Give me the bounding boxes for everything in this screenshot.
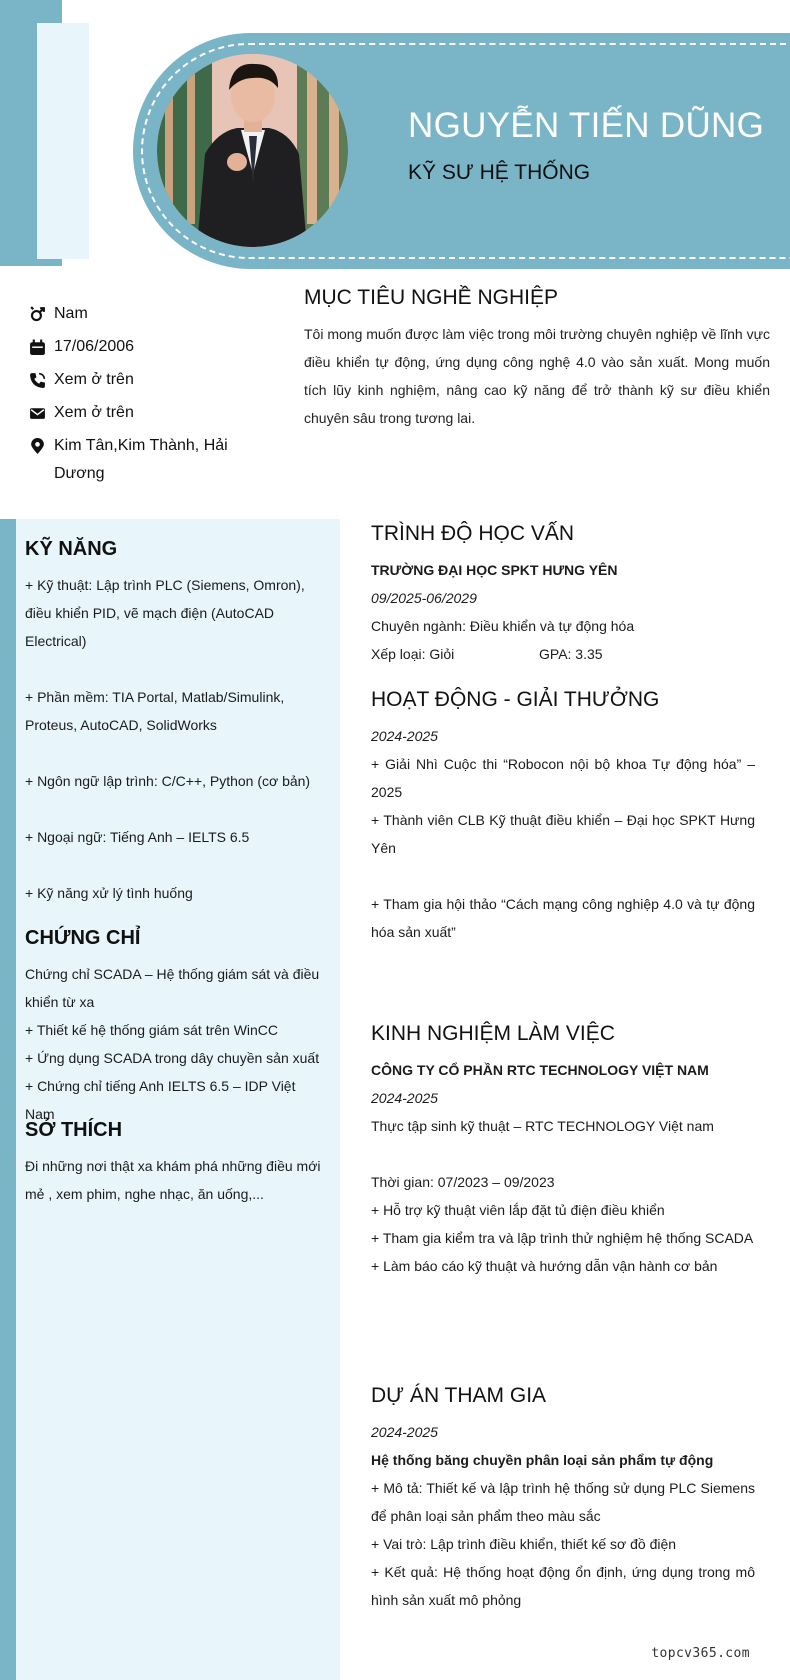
project-name: Hệ thống băng chuyền phân loại sản phẩm tự động <box>371 1452 714 1468</box>
gender-icon <box>28 300 46 328</box>
watermark-footer: topcv365.com <box>651 1646 750 1661</box>
education-major: Chuyên ngành: Điều khiển và tự động hóa <box>371 618 635 634</box>
experience-section <box>371 1022 755 1280</box>
projects-title: DỰ ÁN THAM GIA <box>371 1384 547 1407</box>
candidate-role: KỸ SƯ HỆ THỐNG <box>408 161 591 184</box>
skill-item: + Ngôn ngữ lập trình: C/C++, Python (cơ bản) <box>25 773 311 789</box>
hobbies-text: Đi những nơi thật xa khám phá những điều mới mẻ , xem phim, nghe nhạc, ăn uống,... <box>25 1158 321 1202</box>
location-pin-icon <box>28 432 46 460</box>
contact-gender-value: Nam <box>54 305 88 322</box>
contact-email-value: Xem ở trên <box>54 404 134 421</box>
education-title: TRÌNH ĐỘ HỌC VẤN <box>371 522 575 545</box>
candidate-name: NGUYỄN TIẾN DŨNG <box>408 106 765 145</box>
career-objective-text: Tôi mong muốn được làm việc trong môi trường chuyên nghiệp về lĩnh vực điều khiển tự động, ứng dụng công nghệ 4.0 vào sản xuất. Mong muốn tích lũy kinh nghiệm, nâng cao kỹ năng để trở thành kỹ sư điều khiển chuyên sâu trong tương lai. <box>304 326 770 426</box>
contact-phone <box>28 366 258 394</box>
experience-item: + Hỗ trợ kỹ thuật viên lắp đặt tủ điện điều khiển <box>371 1202 665 1218</box>
activities-title: HOẠT ĐỘNG - GIẢI THƯỞNG <box>371 688 660 711</box>
experience-item: + Tham gia kiểm tra và lập trình thử nghiệm hệ thống SCADA <box>371 1230 754 1246</box>
phone-icon <box>28 366 46 394</box>
experience-title: KINH NGHIỆM LÀM VIỆC <box>371 1022 615 1045</box>
education-grade: Xếp loại: Giỏi <box>371 646 455 662</box>
skill-item: + Phần mềm: TIA Portal, Matlab/Simulink, Proteus, AutoCAD, SolidWorks <box>25 689 285 733</box>
project-item: + Kết quả: Hệ thống hoạt động ổn định, ứng dụng trong mô hình sản xuất mô phỏng <box>371 1564 755 1608</box>
contact-info <box>28 300 258 493</box>
certificates-section <box>25 927 327 1128</box>
activity-item: + Thành viên CLB Kỹ thuật điều khiển – Đại học SPKT Hưng Yên <box>371 812 755 856</box>
hobbies-title: SỞ THÍCH <box>25 1119 123 1141</box>
certificates-title: CHỨNG CHỈ <box>25 927 141 949</box>
career-objective-section <box>304 286 770 432</box>
experience-period: 2024-2025 <box>371 1090 438 1106</box>
certificate-item: + Thiết kế hệ thống giám sát trên WinCC <box>25 1022 279 1038</box>
contact-address-value: Kim Tân,Kim Thành, Hải Dương <box>54 437 228 482</box>
skills-title: KỸ NĂNG <box>25 538 118 560</box>
contact-email <box>28 399 258 427</box>
certificate-item: + Chứng chỉ tiếng Anh IELTS 6.5 – IDP Việt Nam <box>25 1078 296 1122</box>
experience-time: Thời gian: 07/2023 – 09/2023 <box>371 1174 555 1190</box>
project-item: + Vai trò: Lập trình điều khiển, thiết kế sơ đồ điện <box>371 1536 677 1552</box>
skills-section <box>25 538 327 907</box>
career-objective-title: MỤC TIÊU NGHỀ NGHIỆP <box>304 286 558 309</box>
education-period: 09/2025-06/2029 <box>371 590 477 606</box>
skill-item: + Kỹ thuật: Lập trình PLC (Siemens, Omron), điều khiển PID, vẽ mạch điện (AutoCAD Electrical) <box>25 577 305 649</box>
activity-item: + Tham gia hội thảo “Cách mạng công nghiệp 4.0 và tự động hóa sản xuất” <box>371 896 755 940</box>
left-accent-strip <box>0 519 16 1680</box>
activities-section <box>371 688 755 946</box>
activity-item: + Giải Nhì Cuộc thi “Robocon nội bộ khoa Tự động hóa” – 2025 <box>371 756 755 800</box>
envelope-icon <box>28 399 46 427</box>
hobbies-section <box>25 1119 327 1208</box>
education-section <box>371 522 755 668</box>
certificate-item: Chứng chỉ SCADA – Hệ thống giám sát và điều khiển từ xa <box>25 966 320 1010</box>
calendar-icon <box>28 333 46 361</box>
contact-birthday <box>28 333 258 361</box>
experience-item: + Làm báo cáo kỹ thuật và hướng dẫn vận hành cơ bản <box>371 1258 718 1274</box>
contact-gender <box>28 300 258 328</box>
contact-birthday-value: 17/06/2006 <box>54 338 135 355</box>
contact-phone-value: Xem ở trên <box>54 371 134 388</box>
contact-address <box>28 432 258 488</box>
skill-item: + Kỹ năng xử lý tình huống <box>25 885 193 901</box>
projects-section <box>371 1384 755 1614</box>
activities-period: 2024-2025 <box>371 728 438 744</box>
profile-photo <box>157 54 348 247</box>
header-light-panel <box>37 23 89 259</box>
experience-company: CÔNG TY CỔ PHẦN RTC TECHNOLOGY VIỆT NAM <box>371 1062 709 1078</box>
skill-item: + Ngoại ngữ: Tiếng Anh – IELTS 6.5 <box>25 829 250 845</box>
projects-period: 2024-2025 <box>371 1424 438 1440</box>
project-item: + Mô tả: Thiết kế và lập trình hệ thống sử dụng PLC Siemens để phân loại sản phẩm theo màu sắc <box>371 1480 755 1524</box>
experience-position: Thực tập sinh kỹ thuật – RTC TECHNOLOGY Việt nam <box>371 1118 714 1134</box>
education-gpa: GPA: 3.35 <box>539 646 603 662</box>
education-grade-row <box>371 640 755 668</box>
education-school: TRƯỜNG ĐẠI HỌC SPKT HƯNG YÊN <box>371 562 618 578</box>
certificate-item: + Ứng dụng SCADA trong dây chuyền sản xuất <box>25 1050 320 1066</box>
